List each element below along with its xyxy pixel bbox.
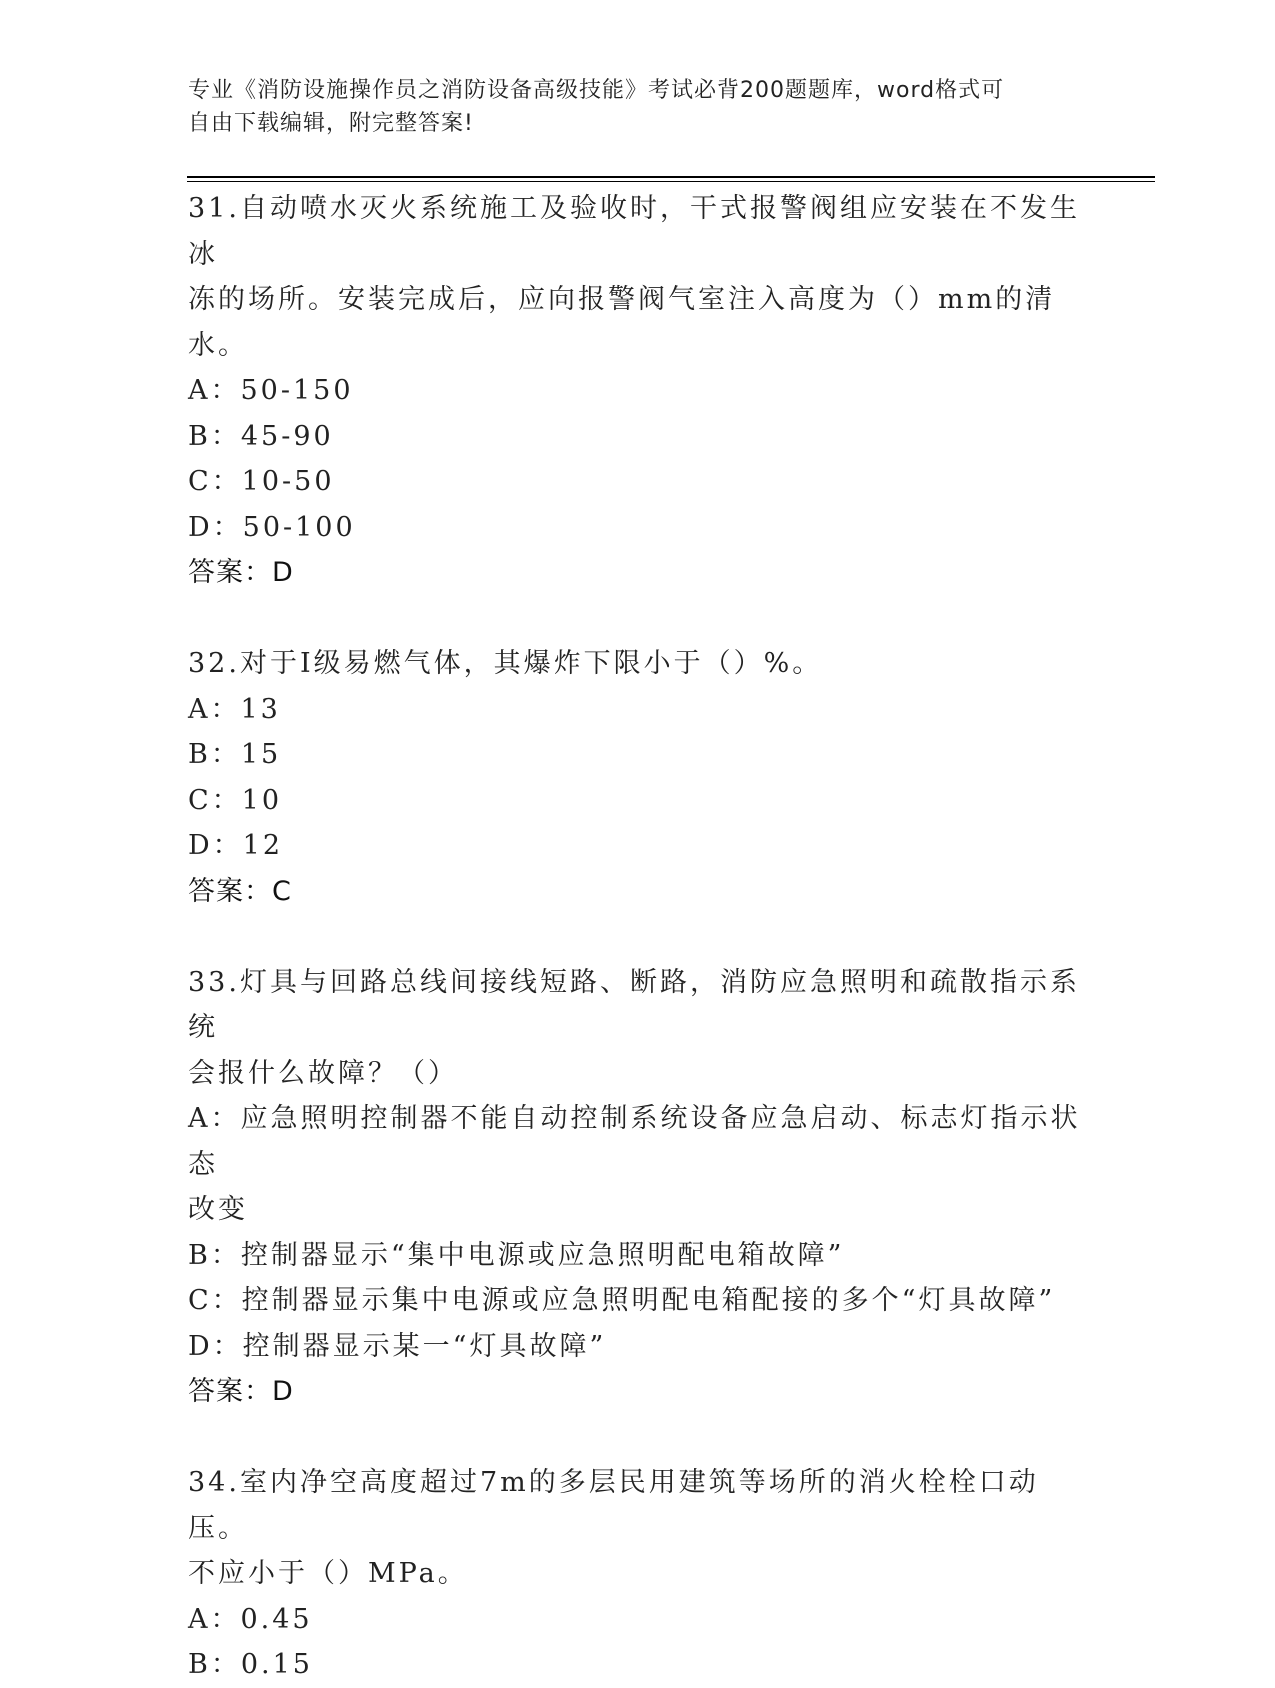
answer-line: 答案：C (188, 875, 292, 907)
document-header (188, 74, 1088, 140)
option-b: B：0.15 (188, 1649, 313, 1680)
option-b: B：15 (188, 739, 282, 770)
option-d: D：12 (188, 830, 284, 861)
question-list (188, 186, 1088, 1688)
question-stem-line: 不应小于（）MPa。 (188, 1558, 468, 1589)
question-31 (188, 186, 1088, 595)
header-divider-thin (187, 181, 1155, 182)
option-a: A：13 (188, 693, 281, 725)
option-b: B：控制器显示“集中电源或应急照明配电箱故障” (188, 1239, 845, 1271)
question-stem-line: 会报什么故障？（） (188, 1057, 458, 1089)
option-a: A：0.45 (188, 1603, 313, 1635)
question-34 (188, 1460, 1088, 1688)
question-stem-line: 31.自动喷水灭火系统施工及验收时，干式报警阀组应安装在不发生冰 (188, 193, 1080, 270)
question-stem-line: 32.对于Ⅰ级易燃气体，其爆炸下限小于（）%。 (188, 648, 823, 679)
option-c: C：10 (188, 784, 283, 816)
answer-line: 答案：D (188, 557, 294, 588)
option-c: C：10-50 (188, 466, 335, 497)
option-d: D：50-100 (188, 511, 356, 543)
answer-line: 答案：D (188, 1376, 294, 1407)
option-a: A：应急照明控制器不能自动控制系统设备应急启动、标志灯指示状态 (188, 1103, 1081, 1180)
question-stem-line: 33.灯具与回路总线间接线短路、断路，消防应急照明和疏散指示系统 (188, 966, 1080, 1043)
question-33 (188, 960, 1088, 1415)
header-line-1: 专业《消防设施操作员之消防设备高级技能》考试必背200题题库，word格式可 (188, 78, 1005, 103)
option-b: B：45-90 (188, 420, 334, 452)
question-32 (188, 641, 1088, 914)
header-line-2: 自由下载编辑，附完整答案! (188, 111, 474, 136)
question-spacer (188, 595, 1088, 641)
option-c: C：控制器显示集中电源或应急照明配电箱配接的多个“灯具故障” (188, 1285, 1056, 1316)
question-stem-line: 34.室内净空高度超过7m的多层民用建筑等场所的消火栓栓口动压。 (188, 1467, 1039, 1544)
option-a-continued: 改变 (188, 1194, 248, 1225)
option-d: D：控制器显示某一“灯具故障” (188, 1330, 607, 1362)
question-spacer (188, 1414, 1088, 1460)
question-stem-line: 冻的场所。安装完成后，应向报警阀气室注入高度为（）mm的清水。 (188, 284, 1056, 361)
question-spacer (188, 914, 1088, 960)
option-a: A：50-150 (188, 375, 354, 406)
header-divider (187, 176, 1155, 178)
